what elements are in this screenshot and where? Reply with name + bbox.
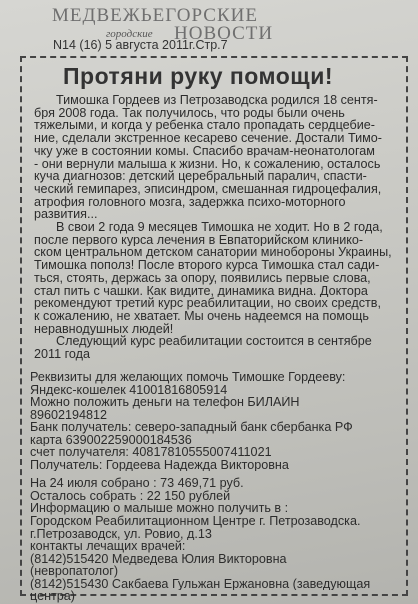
article-line: куча диагнозов: детский церебральный паралич, спасти- (34, 170, 367, 183)
donation-line: Реквизиты для желающих помочь Тимошке Гордееву: (30, 371, 346, 384)
article-line: бря 2008 года. Так получилось, что роды были очень (34, 106, 345, 120)
donation-line: (невропатолог) (30, 565, 119, 578)
article-line: ском центральном детском санатории минобороны Украины, (34, 246, 392, 260)
article-line: стал пить с чашки. Как видите, динамика видна. Доктора (34, 284, 368, 298)
donation-details (30, 371, 402, 603)
article-line: рекомендуют третий курс реабилитации, но своих средств, (34, 297, 381, 310)
article-line: атрофия головного мозга, задержка психо-моторного (34, 195, 346, 209)
article-line: развития... (34, 208, 98, 222)
donation-line: карта 639002259000184536 (30, 433, 192, 447)
donation-line: Получатель: Гордеева Надежда Викторовна (30, 458, 289, 472)
donation-line: г.Петрозаводск, ул. Ровио, д.13 (30, 527, 212, 541)
donation-line: счет получателя: 40817810555007411021 (30, 446, 272, 459)
article-line: ческий гемипарез, эписиндром, смешанная гидроцефалия, (34, 182, 382, 196)
donation-line: Осталось собрать : 22 150 рублей (30, 489, 231, 503)
donation-line: Можно положить деньги на телефон БИЛАЙН (30, 396, 300, 409)
donation-line: (8142)515430 Сакбаева Гульжан Ержановна (заведующая (30, 577, 371, 591)
donation-line: На 24 июля собрано : 73 469,71 руб. (30, 477, 244, 490)
article-line: неравнодушных людей! (34, 322, 174, 336)
issue-line: N14 (16) 5 августа 2011г.Стр.7 (53, 38, 228, 52)
article-line: чку уже в состоянии комы. Спасибо врачам-неонатологам (34, 144, 375, 158)
article-line: - они вернули малыша к жизни. Но, к сожалению, осталось (34, 157, 381, 171)
masthead-name: МЕДВЕЖЬЕГОРСКИЕ (52, 5, 258, 26)
article-line: ние, сделали экстренное кесарево сечение. Достали Тимо- (34, 132, 382, 145)
article-line: тяжелыми, и когда у ребенка стало пропадать сердцебие- (34, 119, 375, 133)
article-title: Протяни руку помощи! (63, 63, 333, 89)
article-line: ться, стоять, держась за опору, появились первые слова, (34, 271, 371, 285)
donation-line: Городском Реабилитационном Центре г. Петрозаводска. (30, 515, 361, 528)
donation-line: 89602194812 (30, 408, 108, 422)
article-body (34, 94, 402, 361)
article-line: к сожалению, не хватает. Мы очень надеемся на помощь (34, 309, 369, 323)
masthead-subtitle: городские (106, 28, 153, 40)
article-line: Тимошка пополз! После второго курса Тимошка стал сади- (34, 259, 380, 272)
masthead-news: НОВОСТИ (174, 23, 274, 44)
donation-line: центра) (30, 590, 76, 603)
donation-line: Яндекс-кошелек 41001816805914 (30, 383, 228, 397)
article-line: 2011 года (34, 348, 90, 361)
article-line: В свои 2 года 9 месяцев Тимошка не ходит. Но в 2 года, (56, 221, 383, 234)
article-line: после первого курса лечения в Евпаторийском клинико- (34, 233, 364, 247)
article-line: Следующий курс реабилитации состоится в сентябре (56, 335, 372, 349)
article-line: Тимошка Гордеев из Петрозаводска родился 18 сентя- (56, 94, 378, 107)
donation-line: (8142)515420 Медведева Юлия Викторовна (30, 552, 287, 566)
donation-line: контакты лечащих врачей: (30, 540, 186, 553)
donation-line: Информацию о малыше можно получить в : (30, 502, 289, 516)
donation-line: Банк получатель: северо-западный банк сбербанка РФ (30, 421, 353, 434)
